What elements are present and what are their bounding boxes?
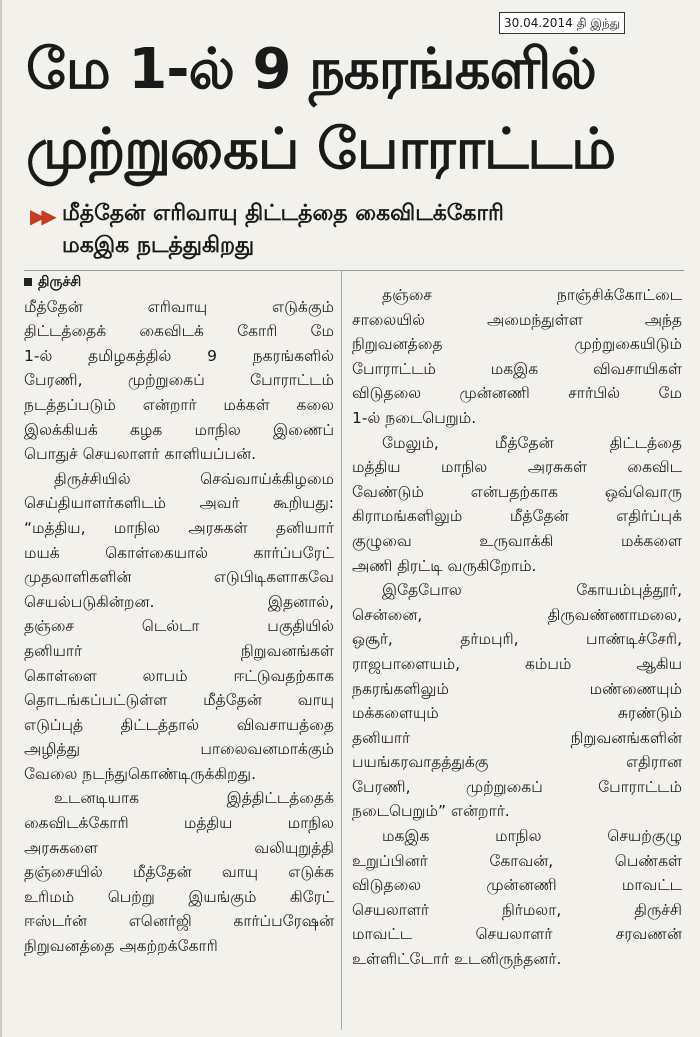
text-line: கொள்ளை லாபம் ஈட்டுவதற்காக: [24, 666, 334, 685]
text-line: செயலாளர் நிர்மலா, திருச்சி: [352, 900, 682, 919]
text-line: தனியார் நிறுவனங்கள்: [24, 641, 334, 660]
right-column: [352, 283, 682, 972]
text-line: பொதுச் செயலாளர் காளியப்பன்.: [24, 445, 257, 464]
subhead-line-2: மகஇக நடத்துகிறது: [62, 233, 255, 258]
dateline-place: [24, 270, 334, 295]
text-line: உடனடியாக இத்திட்டத்தைக்: [54, 789, 334, 808]
text-line: வேண்டும் என்பதற்காக ஒவ்வொரு: [352, 482, 682, 501]
text-line: கைவிடக்கோரி மத்திய மாநில: [24, 814, 334, 833]
text-line: முதலாளிகளின் எடுபிடிகளாகவே: [24, 568, 334, 587]
text-line: தனியார் நிறுவனங்களின்: [352, 728, 682, 747]
subhead-line-1: மீத்தேன் எரிவாயு திட்டத்தை கைவிடக்கோரி: [62, 201, 504, 226]
text-line: அழித்து பாலைவனமாக்கும்: [24, 740, 334, 759]
text-line: சாலையில் அமைந்துள்ள அந்த: [352, 310, 682, 329]
subheadline: [62, 198, 682, 262]
text-line: நடைபெறும்” என்றார்.: [352, 802, 510, 821]
text-line: ராஜபாளையம், கம்பம் ஆகிய: [352, 654, 682, 673]
paper-name: தி இந்து: [576, 16, 621, 30]
text-line: மத்திய மாநில அரசுகள் கைவிட: [352, 458, 682, 477]
text-line: ஒசூர், தர்மபுரி, பாண்டிச்சேரி,: [352, 630, 682, 649]
text-line: உரிமம் பெற்று இயங்கும் கிரேட்: [24, 887, 334, 906]
text-line: மாவட்ட செயலாளர் சரவணன்: [352, 925, 682, 944]
text-line: விடுதலை முன்னணி மாவட்ட: [352, 876, 682, 895]
text-line: 1-ல் தமிழகத்தில் 9 நகரங்களில்: [24, 346, 334, 365]
text-line: பேரணி, முற்றுகைப் போராட்டம்: [352, 777, 682, 796]
text-line: அரசுகளை வலியுறுத்தி: [24, 838, 334, 857]
text-line: நிறுவனத்தை முற்றுகையிடும்: [352, 335, 682, 354]
date-text: 30.04.2014: [504, 16, 573, 30]
text-line: தொடங்கப்பட்டுள்ள மீத்தேன் வாயு: [24, 691, 334, 710]
text-line: திட்டத்தைக் கைவிடக் கோரி மே: [24, 322, 334, 341]
text-line: பயங்கரவாதத்துக்கு எதிரான: [352, 753, 682, 772]
left-column-text: [24, 295, 334, 959]
double-arrow-icon: ▶▶: [30, 204, 53, 228]
text-line: மேலும், மீத்தேன் திட்டத்தை: [382, 433, 682, 452]
text-line: செய்தியாளர்களிடம் அவர் கூறியது:: [24, 494, 334, 513]
text-line: தஞ்சை டெல்டா பகுதியில்: [24, 617, 334, 636]
text-line: அணி திரட்டி வருகிறோம்.: [352, 556, 537, 575]
text-line: இதேபோல கோயம்புத்தூர்,: [382, 581, 682, 600]
headline-line-2: முற்றுகைப் போராட்டம்: [26, 117, 616, 182]
text-line: குழுவை உருவாக்கி மக்களை: [352, 531, 682, 550]
text-line: கிராமங்களிலும் மீத்தேன் எதிர்ப்புக்: [352, 507, 682, 526]
right-column-text: [352, 283, 682, 972]
text-line: போராட்டம் மகஇக விவசாயிகள்: [352, 359, 682, 378]
square-bullet-icon: [24, 278, 32, 286]
text-line: நிறுவனத்தை அகற்றக்கோரி: [24, 937, 218, 956]
text-line: செயல்படுகின்றன. இதனால்,: [24, 592, 334, 611]
text-line: பேரணி, முற்றுகைப் போராட்டம்: [24, 371, 334, 390]
left-column: [24, 270, 334, 959]
column-divider: [341, 270, 342, 1030]
text-line: தஞ்சை நாஞ்சிக்கோட்டை: [382, 286, 682, 304]
text-line: திருச்சியில் செவ்வாய்க்கிழமை: [54, 469, 334, 488]
headline: [26, 30, 686, 190]
text-line: வேலை நடந்துகொண்டிருக்கிறது.: [24, 764, 257, 783]
text-line: 1-ல் நடைபெறும்.: [352, 408, 477, 427]
text-line: சென்னை, திருவண்ணாமலை,: [352, 605, 682, 624]
text-line: ஈஸ்டர்ன் எனெர்ஜி கார்ப்பரேஷன்: [24, 912, 334, 931]
text-line: மீத்தேன் எரிவாயு எடுக்கும்: [24, 297, 334, 316]
text-line: நடத்தப்படும் என்றார் மக்கள் கலை: [24, 395, 334, 414]
text-line: உறுப்பினர் கோவன், பெண்கள்: [352, 851, 682, 870]
text-line: எடுப்புத் திட்டத்தால் விவசாயத்தை: [24, 715, 334, 734]
text-line: மகஇக மாநில செயற்குழு: [382, 827, 682, 846]
place-name: திருச்சி: [38, 274, 82, 290]
text-line: தஞ்சையில் மீத்தேன் வாயு எடுக்க: [24, 863, 334, 882]
text-line: “மத்திய, மாநில அரசுகள் தனியார்: [24, 518, 334, 537]
text-line: உள்ளிட்டோர் உடனிருந்தனர்.: [352, 950, 562, 969]
text-line: இலக்கியக் கழக மாநில இணைப்: [24, 420, 334, 439]
headline-line-1: மே 1-ல் 9 நகரங்களில்: [26, 37, 596, 102]
text-line: நகரங்களிலும் மண்ணையும்: [352, 679, 682, 698]
text-line: மக்களையும் சுரண்டும்: [352, 704, 682, 723]
text-line: விடுதலை முன்னணி சார்பில் மே: [352, 384, 682, 403]
text-line: மயக் கொள்கையால் கார்ப்பரேட்: [24, 543, 334, 562]
